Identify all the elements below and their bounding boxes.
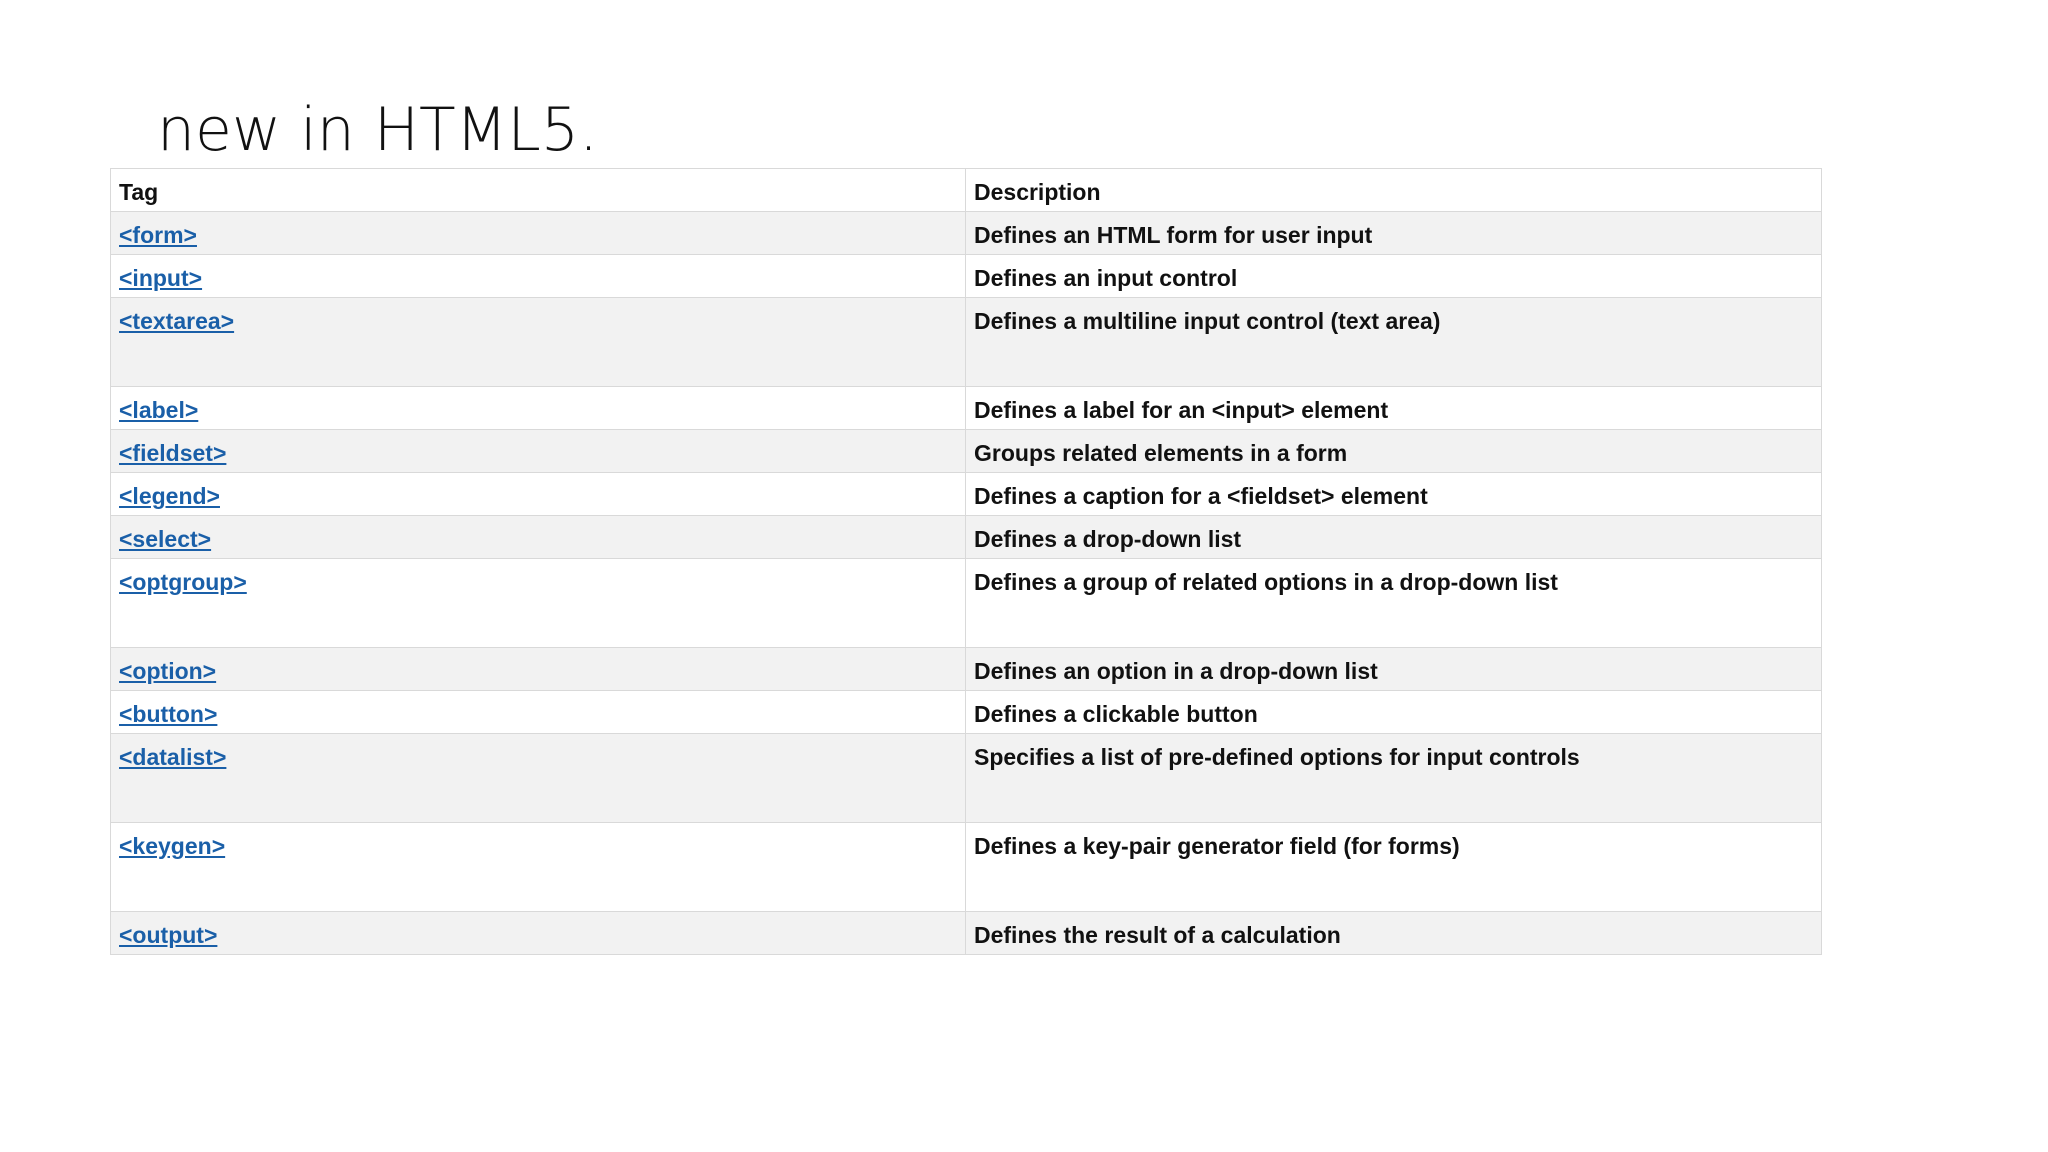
description-cell: Defines a key-pair generator field (for forms) xyxy=(966,823,1822,912)
tag-link[interactable]: <form> xyxy=(119,222,197,248)
description-cell: Defines a group of related options in a drop-down list xyxy=(966,559,1822,648)
tag-cell xyxy=(111,648,966,691)
description-cell: Defines a drop-down list xyxy=(966,516,1822,559)
tag-cell xyxy=(111,559,966,648)
column-header-tag: Tag xyxy=(111,169,966,212)
tag-link[interactable]: <option> xyxy=(119,658,217,684)
description-cell: Defines an HTML form for user input xyxy=(966,212,1822,255)
tag-cell xyxy=(111,734,966,823)
description-cell: Specifies a list of pre-defined options for input controls xyxy=(966,734,1822,823)
table-row xyxy=(111,212,1822,255)
tag-cell xyxy=(111,387,966,430)
description-cell: Defines a label for an <input> element xyxy=(966,387,1822,430)
description-cell: Defines the result of a calculation xyxy=(966,912,1822,955)
tags-table xyxy=(110,168,1822,955)
table-row xyxy=(111,516,1822,559)
tag-link[interactable]: <fieldset> xyxy=(119,440,227,466)
slide-title: new in HTML5. xyxy=(157,95,599,165)
column-header-description: Description xyxy=(966,169,1822,212)
tag-link[interactable]: <keygen> xyxy=(119,833,226,859)
tag-cell xyxy=(111,473,966,516)
table-row xyxy=(111,387,1822,430)
tag-link[interactable]: <select> xyxy=(119,526,212,552)
tag-cell xyxy=(111,255,966,298)
table-row xyxy=(111,734,1822,823)
table-row xyxy=(111,691,1822,734)
table-row xyxy=(111,823,1822,912)
tag-link[interactable]: <datalist> xyxy=(119,744,227,770)
table-row xyxy=(111,298,1822,387)
tag-cell xyxy=(111,298,966,387)
tag-link[interactable]: <output> xyxy=(119,922,218,948)
table-row xyxy=(111,559,1822,648)
table-body xyxy=(111,169,1822,955)
tag-cell xyxy=(111,691,966,734)
tag-link[interactable]: <textarea> xyxy=(119,308,235,334)
description-cell: Defines a caption for a <fieldset> element xyxy=(966,473,1822,516)
tag-link[interactable]: <legend> xyxy=(119,483,220,509)
tag-cell xyxy=(111,823,966,912)
tag-cell xyxy=(111,912,966,955)
description-cell: Defines a clickable button xyxy=(966,691,1822,734)
table-row xyxy=(111,648,1822,691)
tag-cell xyxy=(111,430,966,473)
table-row xyxy=(111,473,1822,516)
table-row xyxy=(111,255,1822,298)
tag-link[interactable]: <button> xyxy=(119,701,218,727)
description-cell: Defines an input control xyxy=(966,255,1822,298)
tag-link[interactable]: <input> xyxy=(119,265,203,291)
tag-cell xyxy=(111,516,966,559)
tag-cell xyxy=(111,212,966,255)
table-row xyxy=(111,912,1822,955)
description-cell: Groups related elements in a form xyxy=(966,430,1822,473)
tag-link[interactable]: <label> xyxy=(119,397,199,423)
table-header-row xyxy=(111,169,1822,212)
tag-link[interactable]: <optgroup> xyxy=(119,569,247,595)
description-cell: Defines an option in a drop-down list xyxy=(966,648,1822,691)
table-row xyxy=(111,430,1822,473)
description-cell: Defines a multiline input control (text area) xyxy=(966,298,1822,387)
